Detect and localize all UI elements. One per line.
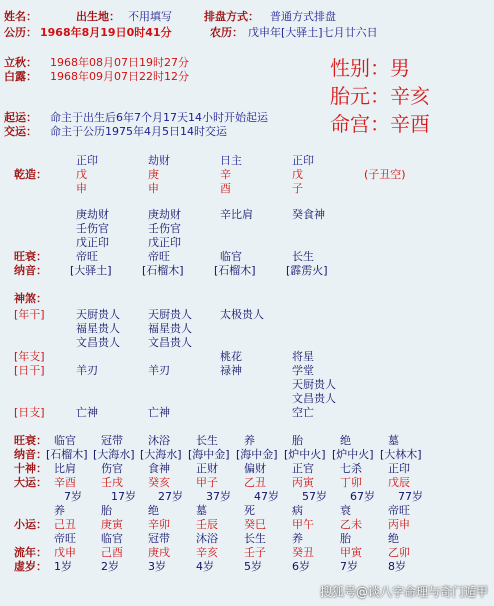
- yun-row-a-7: 衰: [340, 504, 351, 517]
- yun-row-a-4: 墓: [196, 504, 207, 517]
- xusui-8: 8岁: [388, 560, 406, 573]
- yun-shishen-3: 食神: [148, 462, 170, 475]
- dayun-1: 辛酉: [54, 476, 76, 489]
- yun-wangshuai-2: 冠带: [101, 434, 123, 447]
- nayin-hour: [霹雳火]: [286, 264, 328, 277]
- yun-row-a-2: 胎: [101, 504, 112, 517]
- yun-row-b-8: 绝: [388, 532, 399, 545]
- zhi-month: 申: [148, 182, 159, 195]
- yun-wangshuai-label: 旺衰：: [14, 434, 47, 447]
- yun-row-a-3: 绝: [148, 504, 159, 517]
- shensha-col3-1: 桃花: [220, 350, 242, 363]
- dayun-3: 癸亥: [148, 476, 170, 489]
- yun-nayin-4: [海中金]: [188, 448, 230, 461]
- dayun-age-2: 17岁: [111, 490, 136, 503]
- liqiu-label: 立秋：: [4, 56, 37, 69]
- shensha-col4-5: 空亡: [292, 406, 314, 419]
- bailu-value: 1968年09月07日22时12分: [50, 70, 189, 83]
- xiaoyun-2: 庚寅: [101, 518, 123, 531]
- yun-row-b-4: 沐浴: [196, 532, 218, 545]
- gan-year: 戊: [76, 168, 87, 181]
- ri-zhi-label: [日支]: [14, 406, 45, 419]
- shensha-col4-2: 学堂: [292, 364, 314, 377]
- xiaoyun-5: 癸巳: [244, 518, 266, 531]
- rigan-col1: 羊刃: [76, 364, 98, 377]
- birthplace-label: 出生地：: [76, 10, 120, 23]
- wangshuai-month: 帝旺: [148, 250, 170, 263]
- shensha-ng-1-2: 福星贵人: [76, 322, 120, 335]
- liunian-6: 癸丑: [292, 546, 314, 559]
- yun-shishen-label: 十神：: [14, 462, 47, 475]
- shensha-title: 神煞：: [14, 292, 47, 305]
- yun-wangshuai-7: 绝: [340, 434, 351, 447]
- yun-row-b-6: 养: [292, 532, 303, 545]
- yun-row-b-3: 冠带: [148, 532, 170, 545]
- solar-value: 1968年8月19日0时41分: [40, 26, 172, 39]
- zhi-day: 酉: [220, 182, 231, 195]
- yun-nayin-2: [大海水]: [93, 448, 135, 461]
- lunar-label: 农历：: [210, 26, 243, 39]
- yun-row-b-7: 胎: [340, 532, 351, 545]
- dayun-age-3: 27岁: [158, 490, 183, 503]
- gender-info: 性别：男: [330, 56, 410, 80]
- dayun-age-7: 67岁: [350, 490, 375, 503]
- canggan-day-1: 辛比肩: [220, 208, 253, 221]
- xusui-7: 7岁: [340, 560, 358, 573]
- canggan-year-2: 壬伤官: [76, 222, 109, 235]
- canggan-year-3: 戊正印: [76, 236, 109, 249]
- nian-zhi-label: [年支]: [14, 350, 45, 363]
- yun-nayin-1: [石榴木]: [46, 448, 88, 461]
- shensha-ng-1-1: 天厨贵人: [76, 308, 120, 321]
- dayun-age-6: 57岁: [302, 490, 327, 503]
- xusui-3: 3岁: [148, 560, 166, 573]
- dayun-label: 大运：: [14, 476, 47, 489]
- dayun-age-4: 37岁: [206, 490, 231, 503]
- wangshuai-day: 临官: [220, 250, 242, 263]
- wangshuai-hour: 长生: [292, 250, 314, 263]
- layout-label: 排盘方式：: [204, 10, 259, 23]
- nayin-label: 纳音：: [14, 264, 47, 277]
- liunian-5: 壬子: [244, 546, 266, 559]
- xusui-label: 虚岁：: [14, 560, 47, 573]
- yun-row-a-8: 帝旺: [388, 504, 410, 517]
- lunar-value: 戊申年[大驿土]七月廿六日: [248, 26, 378, 39]
- yun-wangshuai-5: 养: [244, 434, 255, 447]
- bailu-label: 白露：: [4, 70, 37, 83]
- layout-value: 普通方式排盘: [270, 10, 336, 23]
- nayin-day: [石榴木]: [214, 264, 256, 277]
- yun-row-b-5: 长生: [244, 532, 266, 545]
- xusui-1: 1岁: [54, 560, 72, 573]
- liunian-3: 庚戌: [148, 546, 170, 559]
- canggan-month-3: 戊正印: [148, 236, 181, 249]
- yun-shishen-6: 正官: [292, 462, 314, 475]
- yun-wangshuai-6: 胎: [292, 434, 303, 447]
- yun-nayin-3: [大海水]: [140, 448, 182, 461]
- yun-shishen-1: 比肩: [54, 462, 76, 475]
- liqiu-value: 1968年08月07日19时27分: [50, 56, 189, 69]
- yun-wangshuai-1: 临官: [54, 434, 76, 447]
- dayun-age-8: 77岁: [398, 490, 423, 503]
- ri-gan-label: [日干]: [14, 364, 45, 377]
- yun-nayin-8: [大林木]: [380, 448, 422, 461]
- canggan-month-2: 壬伤官: [148, 222, 181, 235]
- shensha-col3-2: 禄神: [220, 364, 242, 377]
- yun-nayin-7: [炉中火]: [332, 448, 374, 461]
- liunian-8: 乙卯: [388, 546, 410, 559]
- nian-gan-label: [年干]: [14, 308, 45, 321]
- shishen-year: 正印: [76, 154, 98, 167]
- rizhi-col1: 亡神: [76, 406, 98, 419]
- yun-shishen-4: 正财: [196, 462, 218, 475]
- dayun-8: 戊辰: [388, 476, 410, 489]
- qianzao-label: 乾造：: [14, 168, 47, 181]
- shensha-col4-4: 文昌贵人: [292, 392, 336, 405]
- canggan-hour-1: 癸食神: [292, 208, 325, 221]
- nayin-month: [石榴木]: [142, 264, 184, 277]
- yun-row-a-5: 死: [244, 504, 255, 517]
- minggong-info: 命宫：辛酉: [330, 112, 430, 136]
- dayun-5: 乙丑: [244, 476, 266, 489]
- rigan-col2: 羊刃: [148, 364, 170, 377]
- jiaoyun-label: 交运：: [4, 125, 37, 138]
- xusui-6: 6岁: [292, 560, 310, 573]
- liunian-4: 辛亥: [196, 546, 218, 559]
- zhi-hour: 子: [292, 182, 303, 195]
- nayin-year: [大驿土]: [70, 264, 112, 277]
- yun-nayin-label: 纳音：: [14, 448, 47, 461]
- yun-nayin-6: [炉中火]: [284, 448, 326, 461]
- yun-shishen-2: 伤官: [101, 462, 123, 475]
- xiaoyun-3: 辛卯: [148, 518, 170, 531]
- yun-nayin-5: [海中金]: [236, 448, 278, 461]
- shensha-ng-2-2: 福星贵人: [148, 322, 192, 335]
- shensha-ng-3-1: 太极贵人: [220, 308, 264, 321]
- yun-wangshuai-4: 长生: [196, 434, 218, 447]
- xusui-5: 5岁: [244, 560, 262, 573]
- dayun-6: 丙寅: [292, 476, 314, 489]
- gan-hour: 戊: [292, 168, 303, 181]
- liunian-2: 己酉: [101, 546, 123, 559]
- gan-month: 庚: [148, 168, 159, 181]
- canggan-month-1: 庚劫财: [148, 208, 181, 221]
- xiaoyun-4: 壬辰: [196, 518, 218, 531]
- xiaoyun-6: 甲午: [292, 518, 314, 531]
- liunian-1: 戊申: [54, 546, 76, 559]
- wangshuai-year: 帝旺: [76, 250, 98, 263]
- yun-row-b-2: 临官: [101, 532, 123, 545]
- birthplace-value: 不用填写: [128, 10, 172, 23]
- shensha-col4-1: 将星: [292, 350, 314, 363]
- shishen-day: 日主: [220, 154, 242, 167]
- xusui-2: 2岁: [101, 560, 119, 573]
- dayun-2: 壬戌: [101, 476, 123, 489]
- qiyun-label: 起运：: [4, 111, 37, 124]
- yun-row-a-1: 养: [54, 504, 65, 517]
- canggan-year-1: 庚劫财: [76, 208, 109, 221]
- yun-wangshuai-3: 沐浴: [148, 434, 170, 447]
- shensha-col4-3: 天厨贵人: [292, 378, 336, 391]
- solar-label: 公历：: [4, 26, 37, 39]
- yun-row-a-6: 病: [292, 504, 303, 517]
- yun-shishen-7: 七杀: [340, 462, 362, 475]
- yun-shishen-5: 偏财: [244, 462, 266, 475]
- xusui-4: 4岁: [196, 560, 214, 573]
- shensha-ng-2-3: 文昌贵人: [148, 336, 192, 349]
- watermark: 搜狐号@谈八字命理与奇门遁甲: [319, 585, 488, 599]
- yun-row-b-1: 帝旺: [54, 532, 76, 545]
- liunian-7: 甲寅: [340, 546, 362, 559]
- qiyun-value: 命主于出生后6年7个月17天14小时开始起运: [50, 111, 268, 124]
- xiaoyun-7: 乙未: [340, 518, 362, 531]
- wangshuai-label: 旺衰：: [14, 250, 47, 263]
- xiaoyun-1: 己丑: [54, 518, 76, 531]
- kong-label: (子丑空): [364, 168, 406, 181]
- jiaoyun-value: 命主于公历1975年4月5日14时交运: [50, 125, 227, 138]
- liunian-label: 流年：: [14, 546, 47, 559]
- name-label: 姓名：: [4, 10, 37, 23]
- xiaoyun-8: 丙申: [388, 518, 410, 531]
- zhi-year: 申: [76, 182, 87, 195]
- shishen-month: 劫财: [148, 154, 170, 167]
- dayun-4: 甲子: [196, 476, 218, 489]
- shishen-hour: 正印: [292, 154, 314, 167]
- gan-day: 辛: [220, 168, 231, 181]
- shensha-ng-2-1: 天厨贵人: [148, 308, 192, 321]
- dayun-age-1: 7岁: [64, 490, 82, 503]
- rizhi-col2: 亡神: [148, 406, 170, 419]
- dayun-age-5: 47岁: [254, 490, 279, 503]
- xiaoyun-label: 小运：: [14, 518, 47, 531]
- dayun-7: 丁卯: [340, 476, 362, 489]
- yun-wangshuai-8: 墓: [388, 434, 399, 447]
- yun-shishen-8: 正印: [388, 462, 410, 475]
- taiyuan-info: 胎元：辛亥: [330, 84, 430, 108]
- shensha-ng-1-3: 文昌贵人: [76, 336, 120, 349]
